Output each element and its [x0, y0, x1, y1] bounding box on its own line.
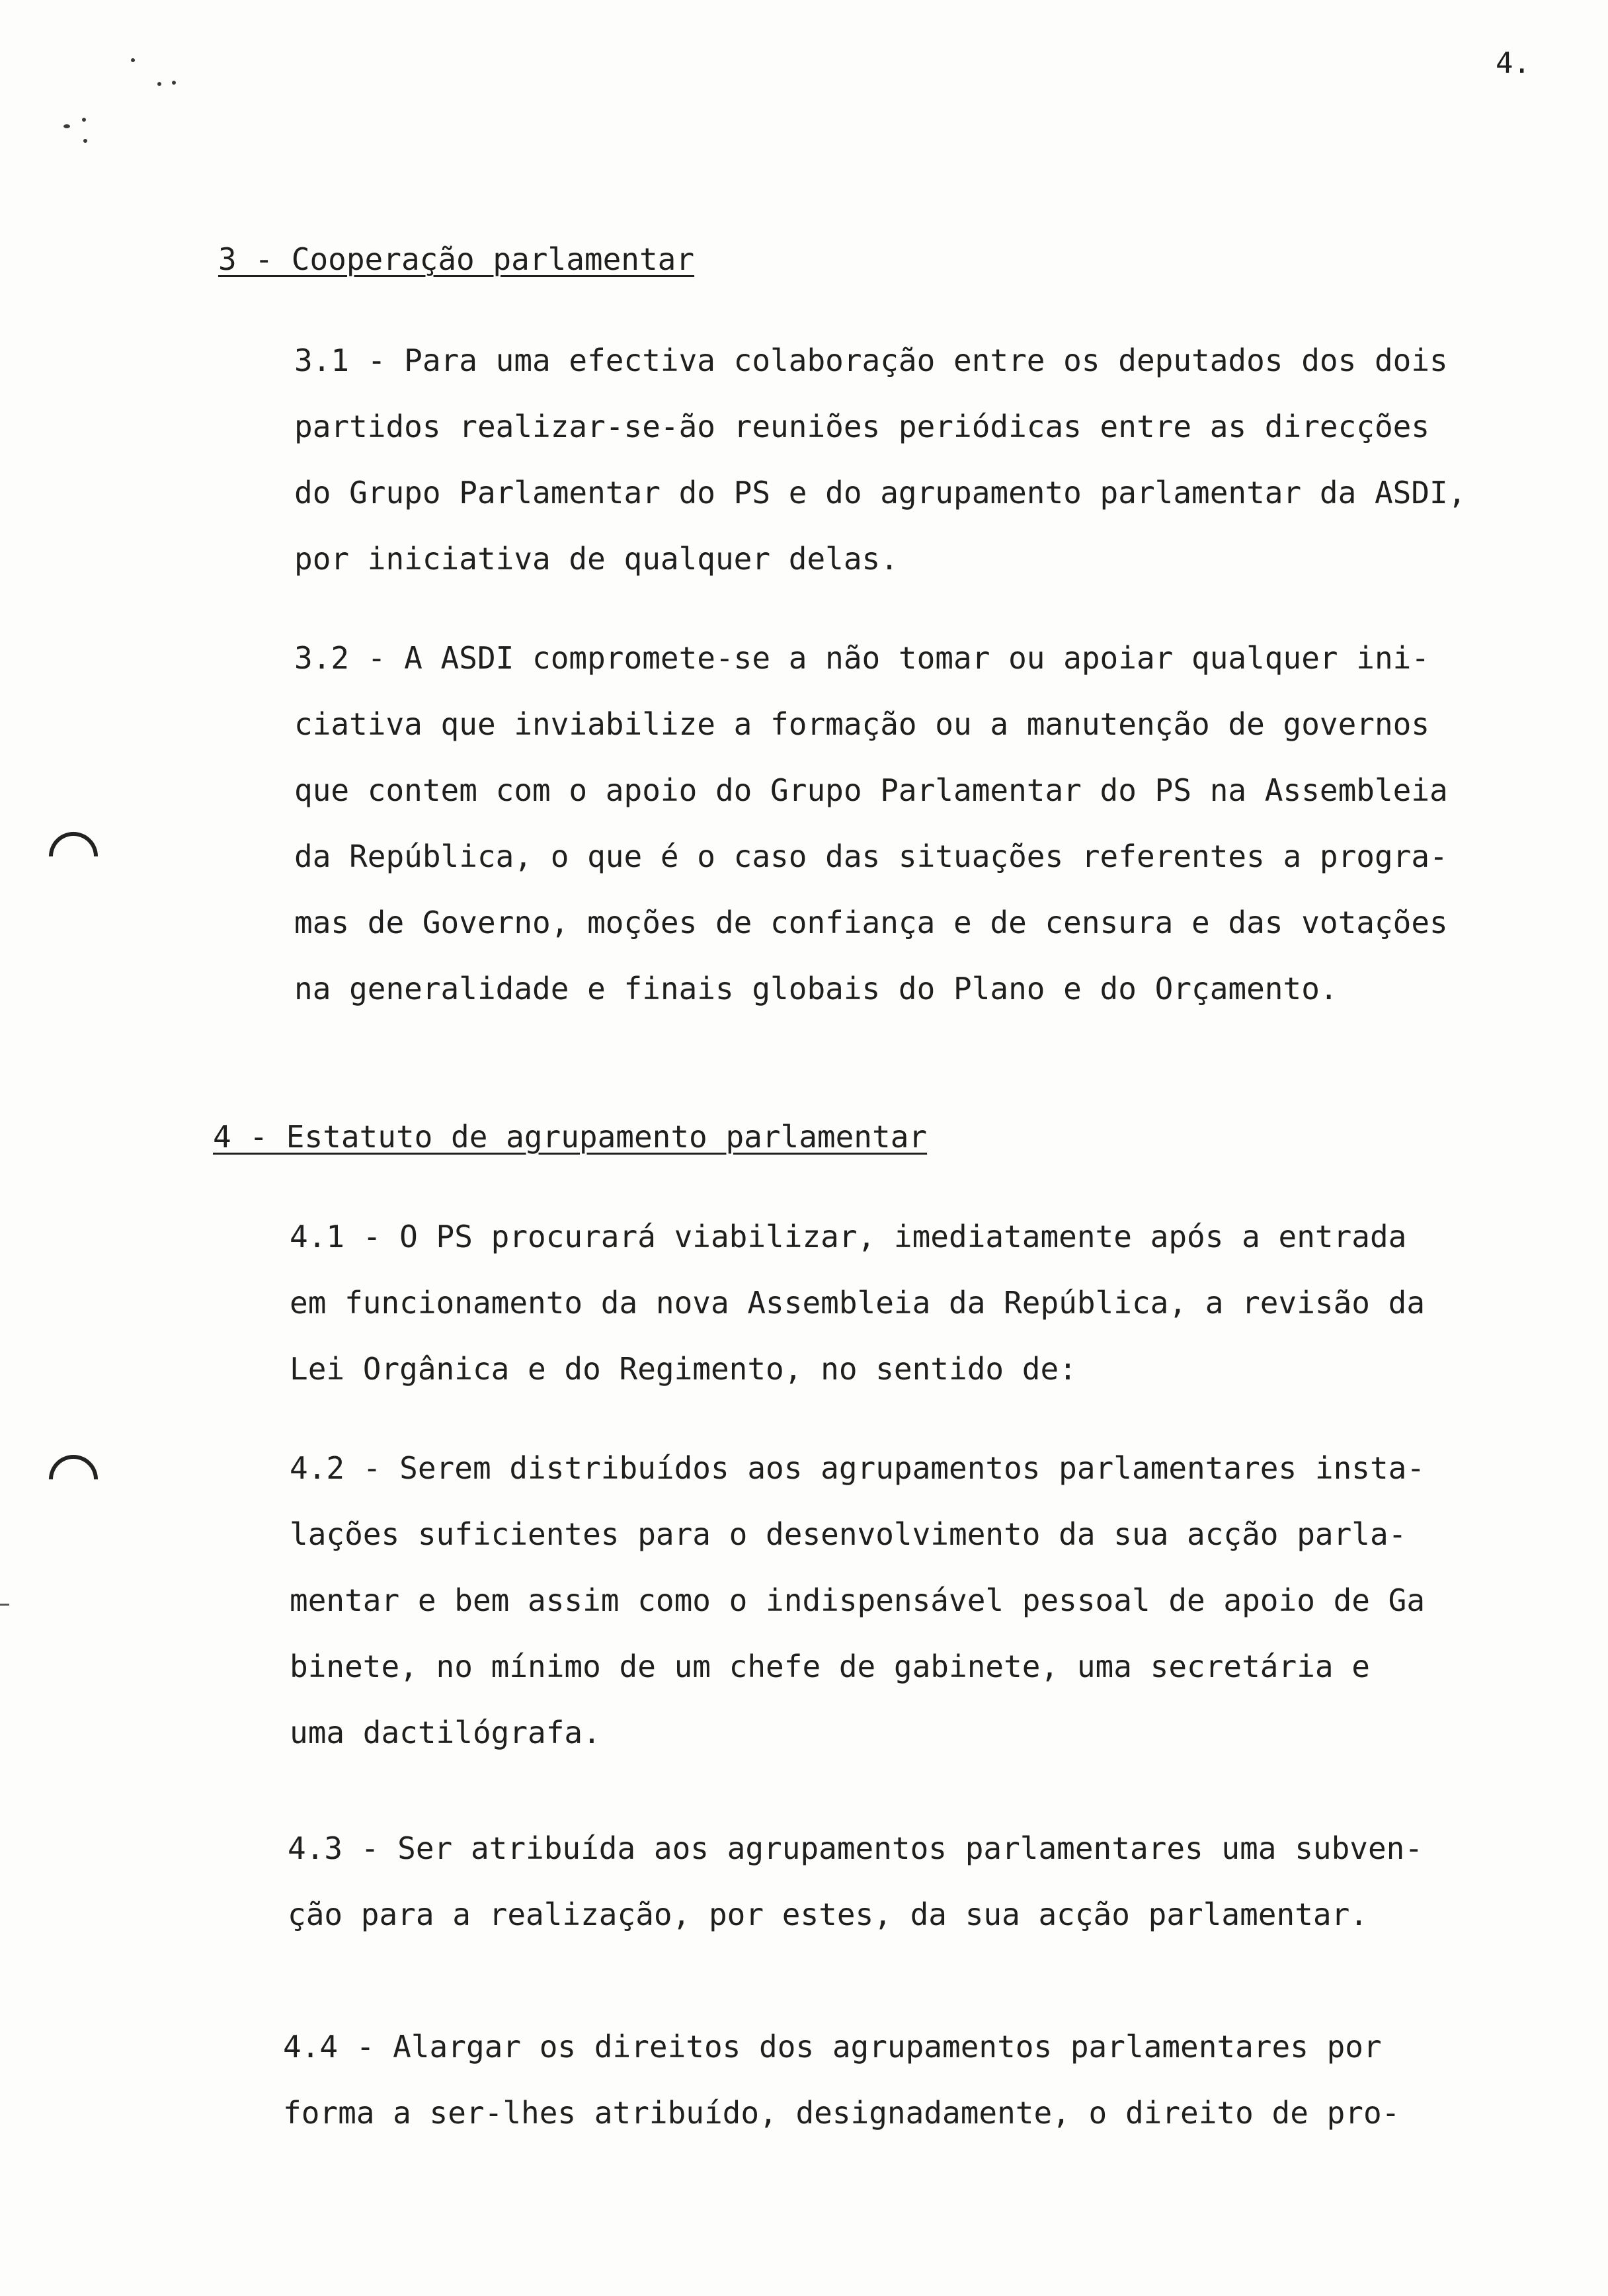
text-line: 4.1 - O PS procurará viabilizar, imediatamente após a entrada	[290, 1219, 1407, 1254]
text-line: por iniciativa de qualquer delas.	[294, 541, 899, 577]
text-line: lações suficientes para o desenvolvimento da sua acção parla-	[290, 1516, 1407, 1552]
text-line: na generalidade e finais globais do Plano e do Orçamento.	[294, 971, 1338, 1006]
text-line: binete, no mínimo de um chefe de gabinete, uma secretária e	[290, 1649, 1370, 1684]
paragraph-4-1	[290, 1204, 1608, 1402]
text-line: 3.1 - Para uma efectiva colaboração entre os deputados dos dois	[294, 343, 1448, 378]
text-line: forma a ser-lhes atribuído, designadamente, o direito de pro-	[283, 2095, 1400, 2131]
scan-speck	[172, 81, 176, 85]
text-line: Lei Orgânica e do Regimento, no sentido de:	[290, 1351, 1077, 1387]
text-line: uma dactilógrafa.	[290, 1715, 601, 1750]
text-line: ciativa que inviabilize a formação ou a manutenção de governos	[294, 706, 1430, 742]
scan-speck	[63, 124, 70, 128]
text-line: mentar e bem assim como o indispensável pessoal de apoio de Ga	[290, 1582, 1426, 1618]
paragraph-3-2	[294, 625, 1608, 1022]
section-heading	[218, 241, 694, 277]
scan-speck	[157, 82, 161, 86]
section-heading-text: 4 - Estatuto de agrupamento parlamentar	[213, 1119, 928, 1155]
text-line: 4.4 - Alargar os direitos dos agrupamentos parlamentares por	[283, 2029, 1382, 2065]
text-line: que contem com o apoio do Grupo Parlamentar do PS na Assembleia	[294, 772, 1448, 808]
text-line: 4.3 - Ser atribuída aos agrupamentos parlamentares uma subven-	[288, 1830, 1424, 1866]
punch-hole-mark	[39, 1445, 108, 1514]
section-heading	[213, 1119, 927, 1155]
scan-speck	[82, 118, 86, 122]
text-line: 3.2 - A ASDI compromete-se a não tomar ou apoiar qualquer ini-	[294, 640, 1430, 676]
text-line: do Grupo Parlamentar do PS e do agrupamento parlamentar da ASDI,	[294, 475, 1467, 511]
page-number: 4.	[1496, 46, 1531, 80]
text-line: mas de Governo, moções de confiança e de censura e das votações	[294, 905, 1448, 940]
text-line: em funcionamento da nova Assembleia da República, a revisão da	[290, 1285, 1426, 1321]
paragraph-4-4	[283, 2014, 1608, 2146]
edge-mark	[0, 1604, 9, 1606]
scan-speck	[83, 139, 87, 143]
paragraph-3-1	[294, 327, 1608, 592]
text-line: ção para a realização, por estes, da sua acção parlamentar.	[288, 1897, 1368, 1932]
text-line: da República, o que é o caso das situações referentes a progra-	[294, 839, 1448, 874]
paragraph-4-2	[290, 1435, 1608, 1766]
text-line: 4.2 - Serem distribuídos aos agrupamentos parlamentares insta-	[290, 1450, 1426, 1486]
punch-hole-mark	[39, 822, 108, 891]
section-heading-text: 3 - Cooperação parlamentar	[218, 241, 695, 277]
text-line: partidos realizar-se-ão reuniões periódicas entre as direcções	[294, 409, 1430, 444]
scan-speck	[131, 58, 135, 62]
paragraph-4-3	[288, 1815, 1608, 1948]
